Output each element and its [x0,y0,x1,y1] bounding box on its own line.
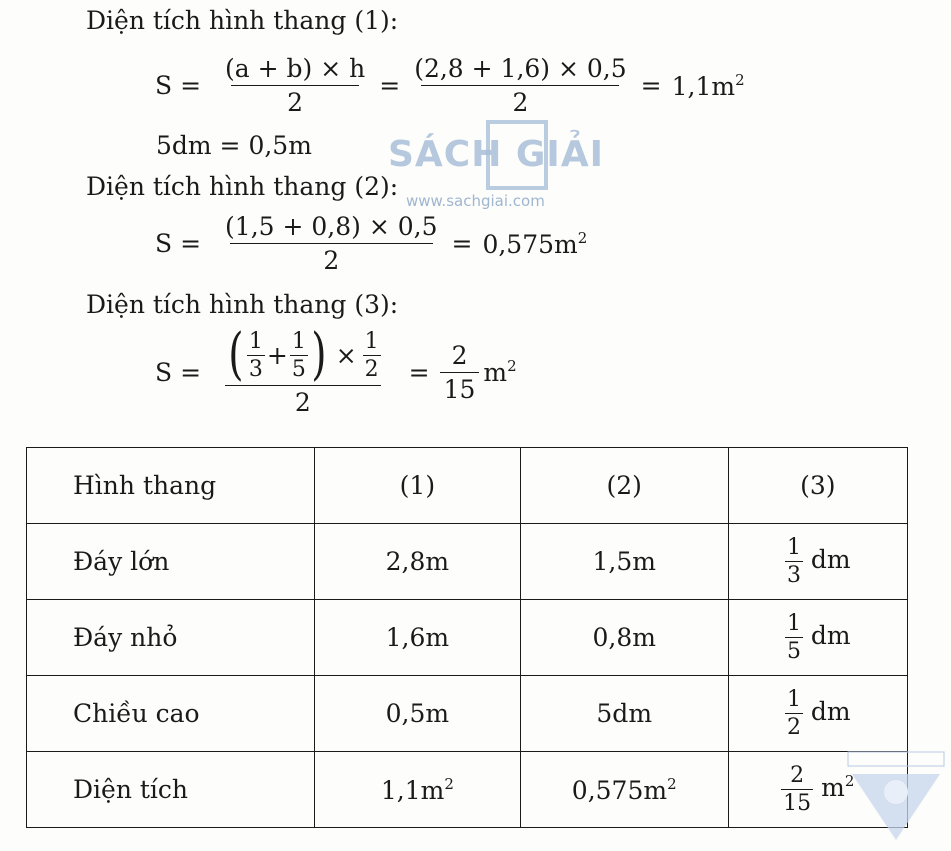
heading-trapezoid-3: Diện tích hình thang (3): [86,290,399,319]
eq1-result-exponent: 2 [735,70,745,89]
cell-value-2: 5dm [520,676,728,752]
eq2-result-value: 0,575m [482,229,578,259]
cell-fraction-denominator: 3 [786,563,801,588]
eq3-main-denominator: 2 [225,385,381,417]
eq3-fraction-a [247,329,265,382]
eq2-fraction [221,212,441,275]
table-row-chieu-cao [27,676,908,752]
eq3-result-unit [483,357,516,387]
eq2-equals: = [451,229,473,258]
eq3-result-numerator: 2 [451,340,468,370]
eq3-fraction-b [290,329,308,382]
cell-value-3 [728,676,907,752]
cell-exponent: 2 [667,774,677,793]
cell-value-1 [314,752,520,828]
header-cell-2: (2) [520,448,728,524]
header-cell-1: (1) [314,448,520,524]
cell-value-3 [728,600,907,676]
cell-fraction [785,611,803,664]
eq3-result-fraction [440,341,480,404]
watermark-text: SÁCH GIẢI [388,134,605,175]
eq1-result-value: 1,1m [671,71,736,101]
eq3-a-numerator: 1 [248,328,263,354]
row-label: Đáy lớn [27,524,315,600]
eq1-formula-numerator: (a + b) × h [225,54,366,83]
eq3-c-numerator: 1 [364,328,379,354]
header-cell-3: (3) [728,448,907,524]
cell-value-2: 1,5m [520,524,728,600]
cell-fraction-numerator: 2 [790,763,805,788]
row-label: Đáy nhỏ [27,600,315,676]
cell-fraction-numerator: 1 [786,687,801,712]
heading-trapezoid-2: Diện tích hình thang (2): [86,172,399,201]
table-row-day-lon [27,524,908,600]
eq1-values-fraction [410,54,630,117]
eq1-values-numerator: (2,8 + 1,6) × 0,5 [414,54,627,83]
cell-value-2 [520,752,728,828]
eq3-unit: m [483,358,508,387]
cell-fraction-denominator: 5 [786,639,801,664]
heading-trapezoid-1: Diện tích hình thang (1): [86,6,399,35]
eq1-lhs: S = [155,71,202,100]
cell-unit: dm [810,621,851,650]
cell-value-1: 0,5m [314,676,520,752]
cell-fraction-denominator: 2 [786,715,801,740]
cell-fraction-denominator: 15 [783,791,812,816]
eq1-values-denominator: 2 [421,85,619,117]
cell-value-3 [728,524,907,600]
eq1-formula-fraction [221,54,369,117]
eq3-plus: + [266,340,288,370]
eq1-result [672,71,745,101]
eq3-b-numerator: 1 [291,328,306,354]
eq2-numerator: (1,5 + 0,8) × 0,5 [225,212,438,241]
eq2-denominator: 2 [230,243,433,275]
header-cell-shape: Hình thang [27,448,315,524]
equation-1 [155,54,745,117]
table-row-dien-tich [27,752,908,828]
eq1-equals: = [379,71,401,100]
eq2-result-exponent: 2 [577,228,588,247]
eq3-right-paren: ) [311,322,327,387]
row-label: Chiều cao [27,676,315,752]
eq2-result [482,229,587,259]
eq3-c-denominator: 2 [364,356,379,382]
eq3-a-denominator: 3 [248,356,263,382]
cell-unit: dm [810,545,851,574]
eq3-lhs: S = [155,357,202,387]
cell-fraction-numerator: 1 [786,611,801,636]
cell-fraction [785,535,803,588]
eq3-unit-exponent: 2 [507,357,517,375]
cell-fraction [785,687,803,740]
equation-3 [155,322,517,417]
cell-fraction-numerator: 1 [786,535,801,560]
eq2-lhs: S = [155,229,202,258]
cell-value-1: 1,6m [314,600,520,676]
unit-conversion: 5dm = 0,5m [156,131,312,160]
cell-value-2: 0,8m [520,600,728,676]
baikiemtra-logo-icon [846,748,946,848]
eq1-result-equals: = [640,71,662,100]
eq3-left-paren: ( [228,322,244,387]
eq3-b-denominator: 5 [291,356,306,382]
cell-value-text: 1,1m [380,775,445,805]
eq3-equals: = [408,357,430,387]
eq3-result-denominator: 15 [440,372,480,404]
cell-unit: m [821,773,845,802]
table-header-row [27,448,908,524]
watermark-url: www.sachgiai.com [406,192,545,210]
equation-2 [155,212,587,275]
eq3-main-numerator [221,322,385,387]
cell-fraction [781,763,813,816]
cell-value-text: 0,575m [571,775,668,805]
row-label: Diện tích [27,752,315,828]
cell-exponent: 2 [444,774,454,793]
trapezoid-summary-table [26,447,908,828]
cell-value-1: 2,8m [314,524,520,600]
table-row-day-nho [27,600,908,676]
eq3-fraction-c [363,329,381,382]
eq1-formula-denominator: 2 [231,85,359,117]
cell-exponent: 2 [844,772,855,790]
eq3-times: × [335,340,357,370]
eq3-main-fraction [221,322,385,417]
cell-unit: dm [810,697,851,726]
